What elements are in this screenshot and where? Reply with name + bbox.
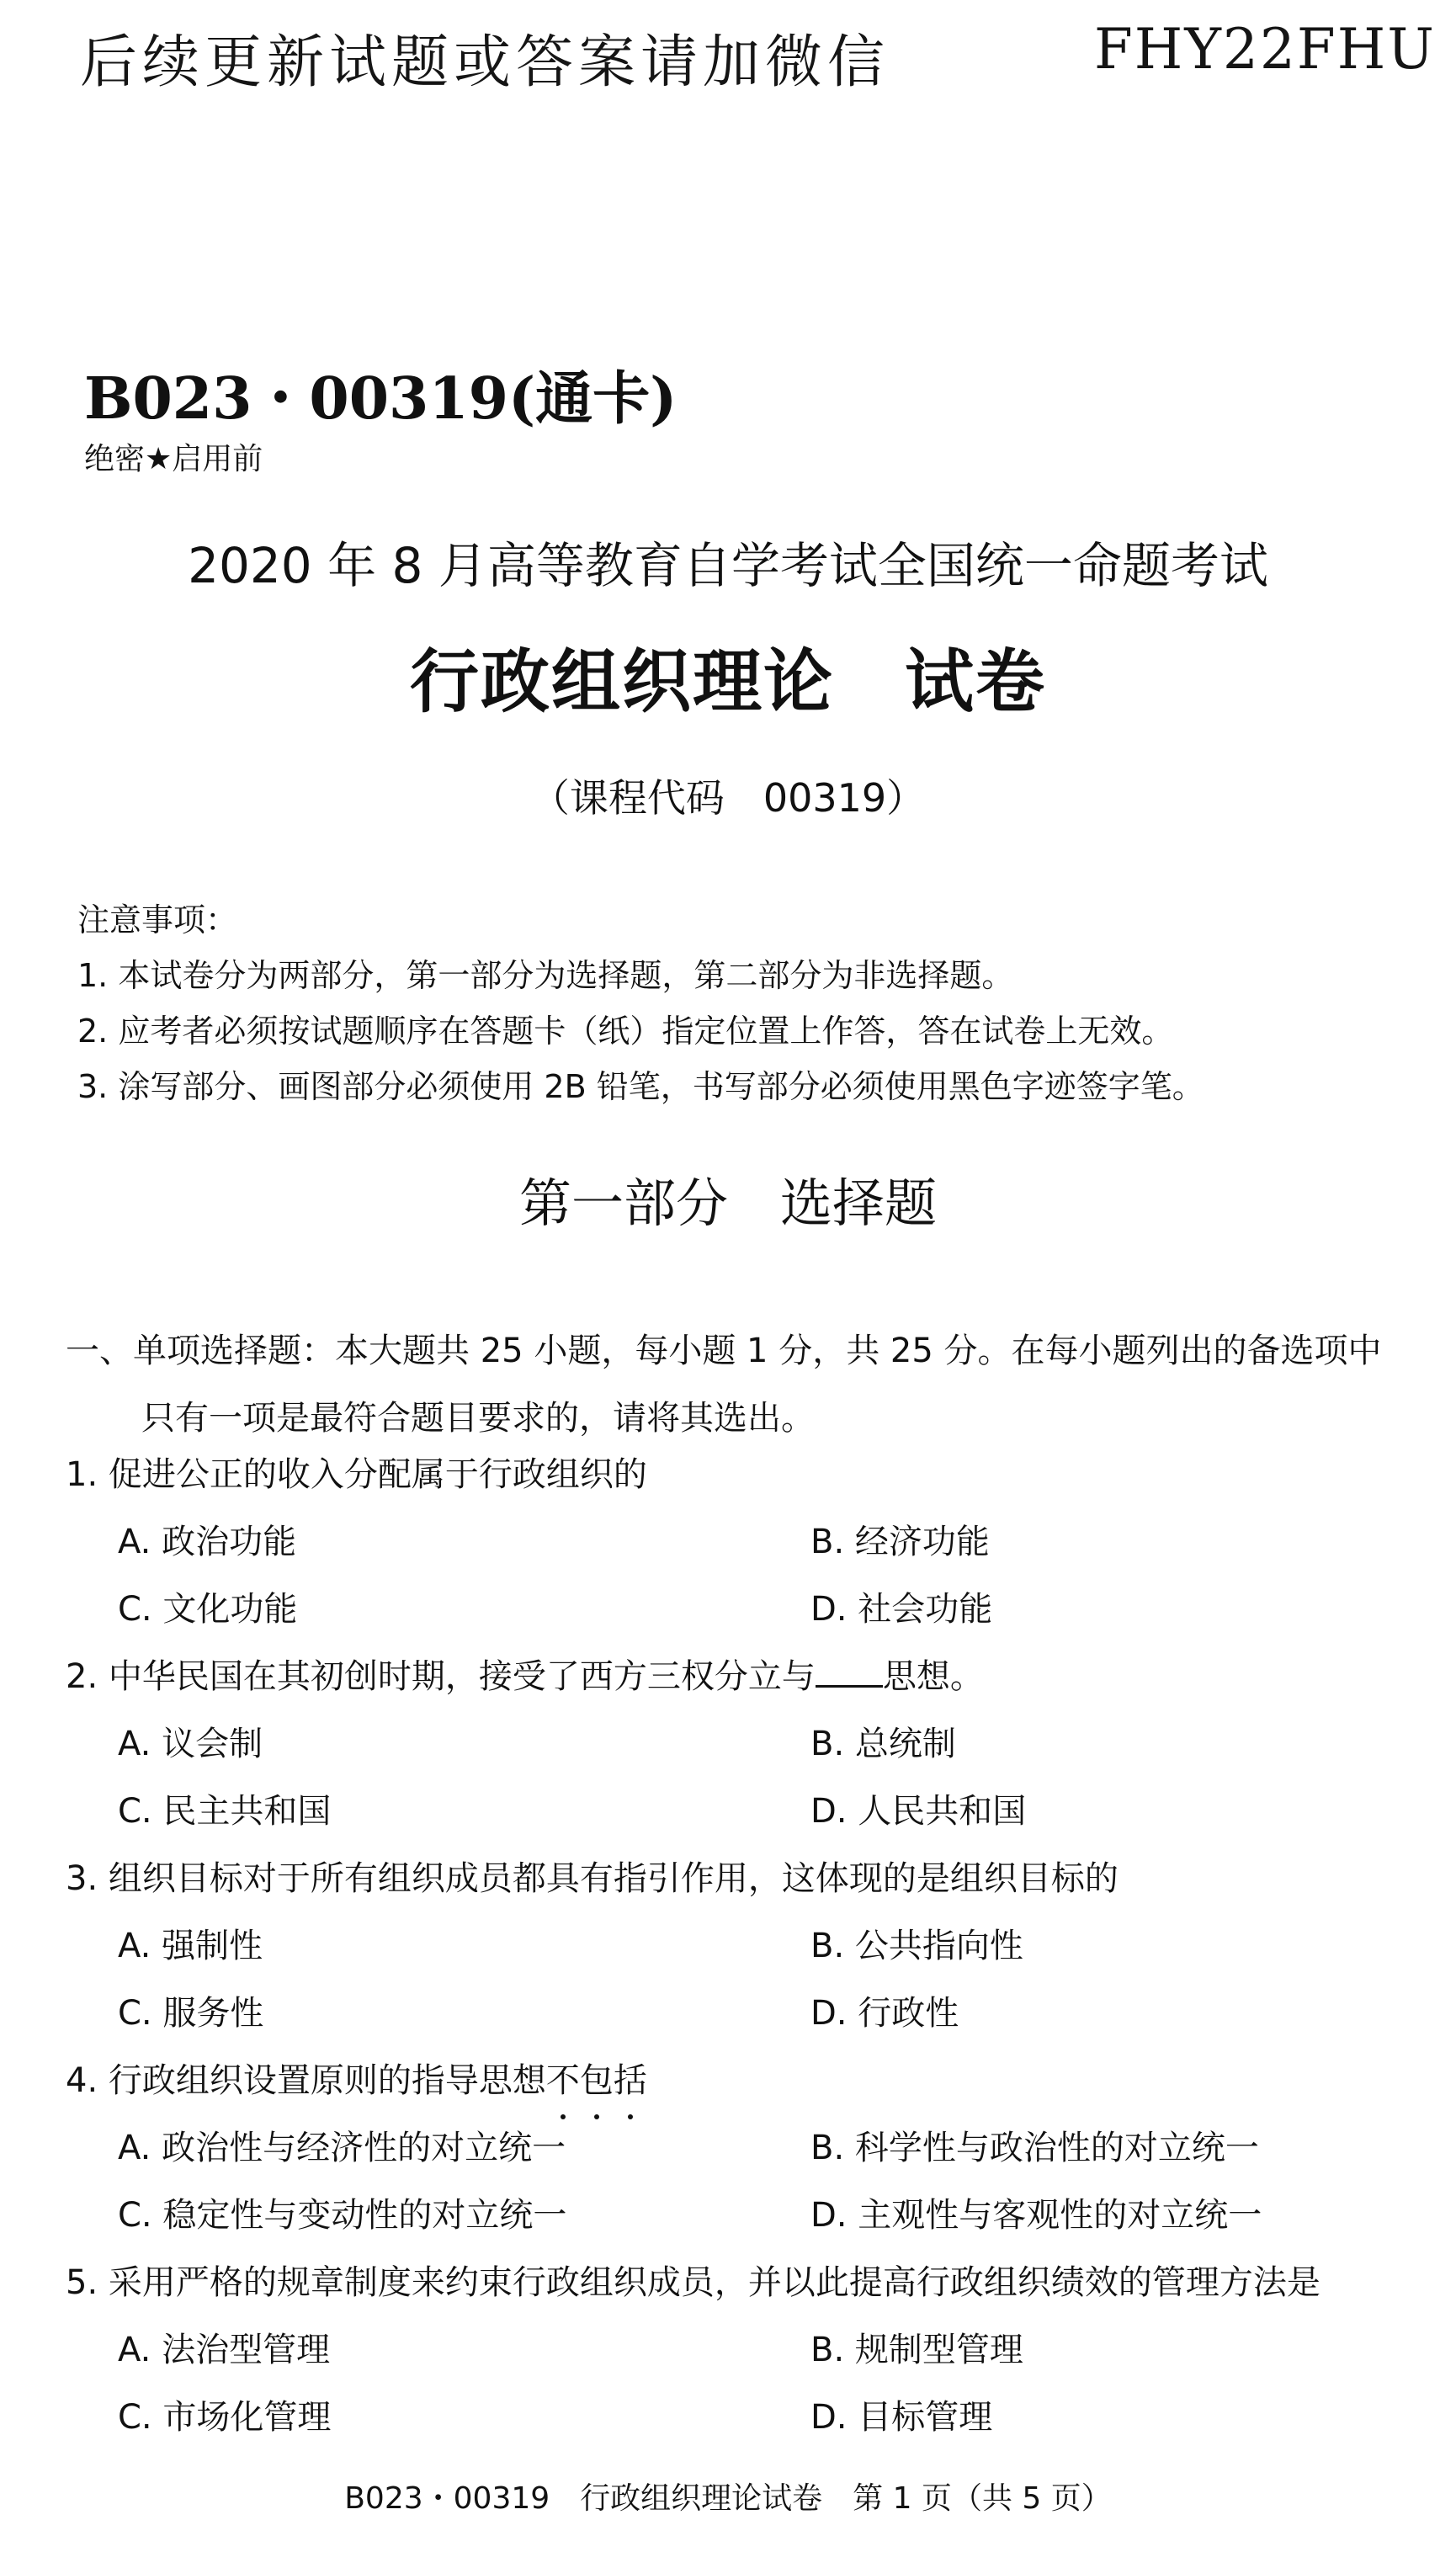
option-a: A. 强制性 — [118, 1927, 263, 1965]
option-a: A. 议会制 — [118, 1725, 263, 1763]
question-stem-4-before: 4. 行政组织设置原则的指导思想 — [66, 2061, 546, 2100]
option-row — [66, 1980, 1320, 2047]
option-d: D. 人民共和国 — [810, 1792, 1027, 1831]
notes-heading: 注意事项： — [77, 901, 238, 938]
option-b: B. 总统制 — [810, 1725, 956, 1763]
option-b: B. 科学性与政治性的对立统一 — [810, 2129, 1259, 2167]
option-row — [66, 1576, 1320, 1643]
question-stem-4 — [66, 2047, 1320, 2114]
option-d: D. 目标管理 — [810, 2398, 993, 2437]
option-row — [66, 1912, 1320, 1980]
notes-block — [77, 892, 1204, 1114]
section-line-2: 只有一项是最符合题目要求的，请将其选出。 — [141, 1399, 815, 1438]
section-line-1: 一、单项选择题：本大题共 25 小题，每小题 1 分，共 25 分。在每小题列出的备选项中 — [66, 1332, 1382, 1370]
option-row — [66, 2114, 1320, 2182]
option-row — [66, 2384, 1320, 2451]
part-title: 第一部分 选择题 — [518, 1172, 937, 1234]
option-a: A. 政治性与经济性的对立统一 — [118, 2129, 566, 2167]
question-list — [66, 1441, 1320, 2451]
option-d: D. 主观性与客观性的对立统一 — [810, 2196, 1262, 2235]
answer-blank — [816, 1660, 883, 1688]
option-c: C. 民主共和国 — [118, 1792, 332, 1831]
option-b: B. 公共指向性 — [810, 1927, 1023, 1965]
option-row — [66, 1710, 1320, 1778]
emphasis-char: 括 — [614, 2047, 647, 2114]
option-c: C. 市场化管理 — [118, 2398, 332, 2437]
option-c: C. 文化功能 — [118, 1590, 298, 1629]
option-row — [66, 1508, 1320, 1576]
option-b: B. 经济功能 — [810, 1523, 990, 1561]
option-row — [66, 1778, 1320, 1845]
option-d: D. 行政性 — [810, 1994, 959, 2033]
question-stem-2-before: 2. 中华民国在其初创时期，接受了西方三权分立与 — [66, 1657, 816, 1696]
emphasis-char: 不 — [546, 2047, 580, 2114]
option-row — [66, 2182, 1320, 2249]
subject-title: 行政组织理论 试卷 — [409, 642, 1046, 722]
option-b: B. 规制型管理 — [810, 2331, 1023, 2369]
paper-code: B023・00319(通卡) — [84, 365, 678, 433]
secret-mark: 绝密★启用前 — [84, 442, 263, 476]
watermark-text: 后续更新试题或答案请加微信 — [80, 29, 890, 96]
exam-title: 2020 年 8 月高等教育自学考试全国统一命题考试 — [188, 537, 1268, 594]
question-stem-3: 3. 组织目标对于所有组织成员都具有指引作用，这体现的是组织目标的 — [66, 1859, 1119, 1898]
option-c: C. 服务性 — [118, 1994, 264, 2033]
watermark-code: FHY22FHU — [1094, 17, 1436, 82]
page-footer: B023・00319 行政组织理论试卷 第 1 页（共 5 页） — [344, 2481, 1112, 2516]
note-item: 2. 应考者必须按试题顺序在答题卡（纸）指定位置上作答，答在试卷上无效。 — [77, 1013, 1174, 1050]
note-item: 1. 本试卷分为两部分，第一部分为选择题，第二部分为非选择题。 — [77, 957, 1014, 994]
course-code: （课程代码 00319） — [530, 775, 926, 821]
option-row — [66, 2316, 1320, 2384]
option-a: A. 法治型管理 — [118, 2331, 331, 2369]
question-stem-2 — [66, 1643, 1320, 1710]
question-stem-2-after: 思想。 — [882, 1657, 984, 1696]
emphasis-char: 包 — [580, 2047, 614, 2114]
question-stem-5: 5. 采用严格的规章制度来约束行政组织成员，并以此提高行政组织绩效的管理方法是 — [66, 2263, 1320, 2302]
option-a: A. 政治功能 — [118, 1523, 297, 1561]
option-c: C. 稳定性与变动性的对立统一 — [118, 2196, 567, 2235]
question-stem-1: 1. 促进公正的收入分配属于行政组织的 — [66, 1455, 647, 1494]
section-instructions — [66, 1317, 1382, 1452]
note-item: 3. 涂写部分、画图部分必须使用 2B 铅笔，书写部分必须使用黑色字迹签字笔。 — [77, 1068, 1204, 1105]
option-d: D. 社会功能 — [810, 1590, 993, 1629]
